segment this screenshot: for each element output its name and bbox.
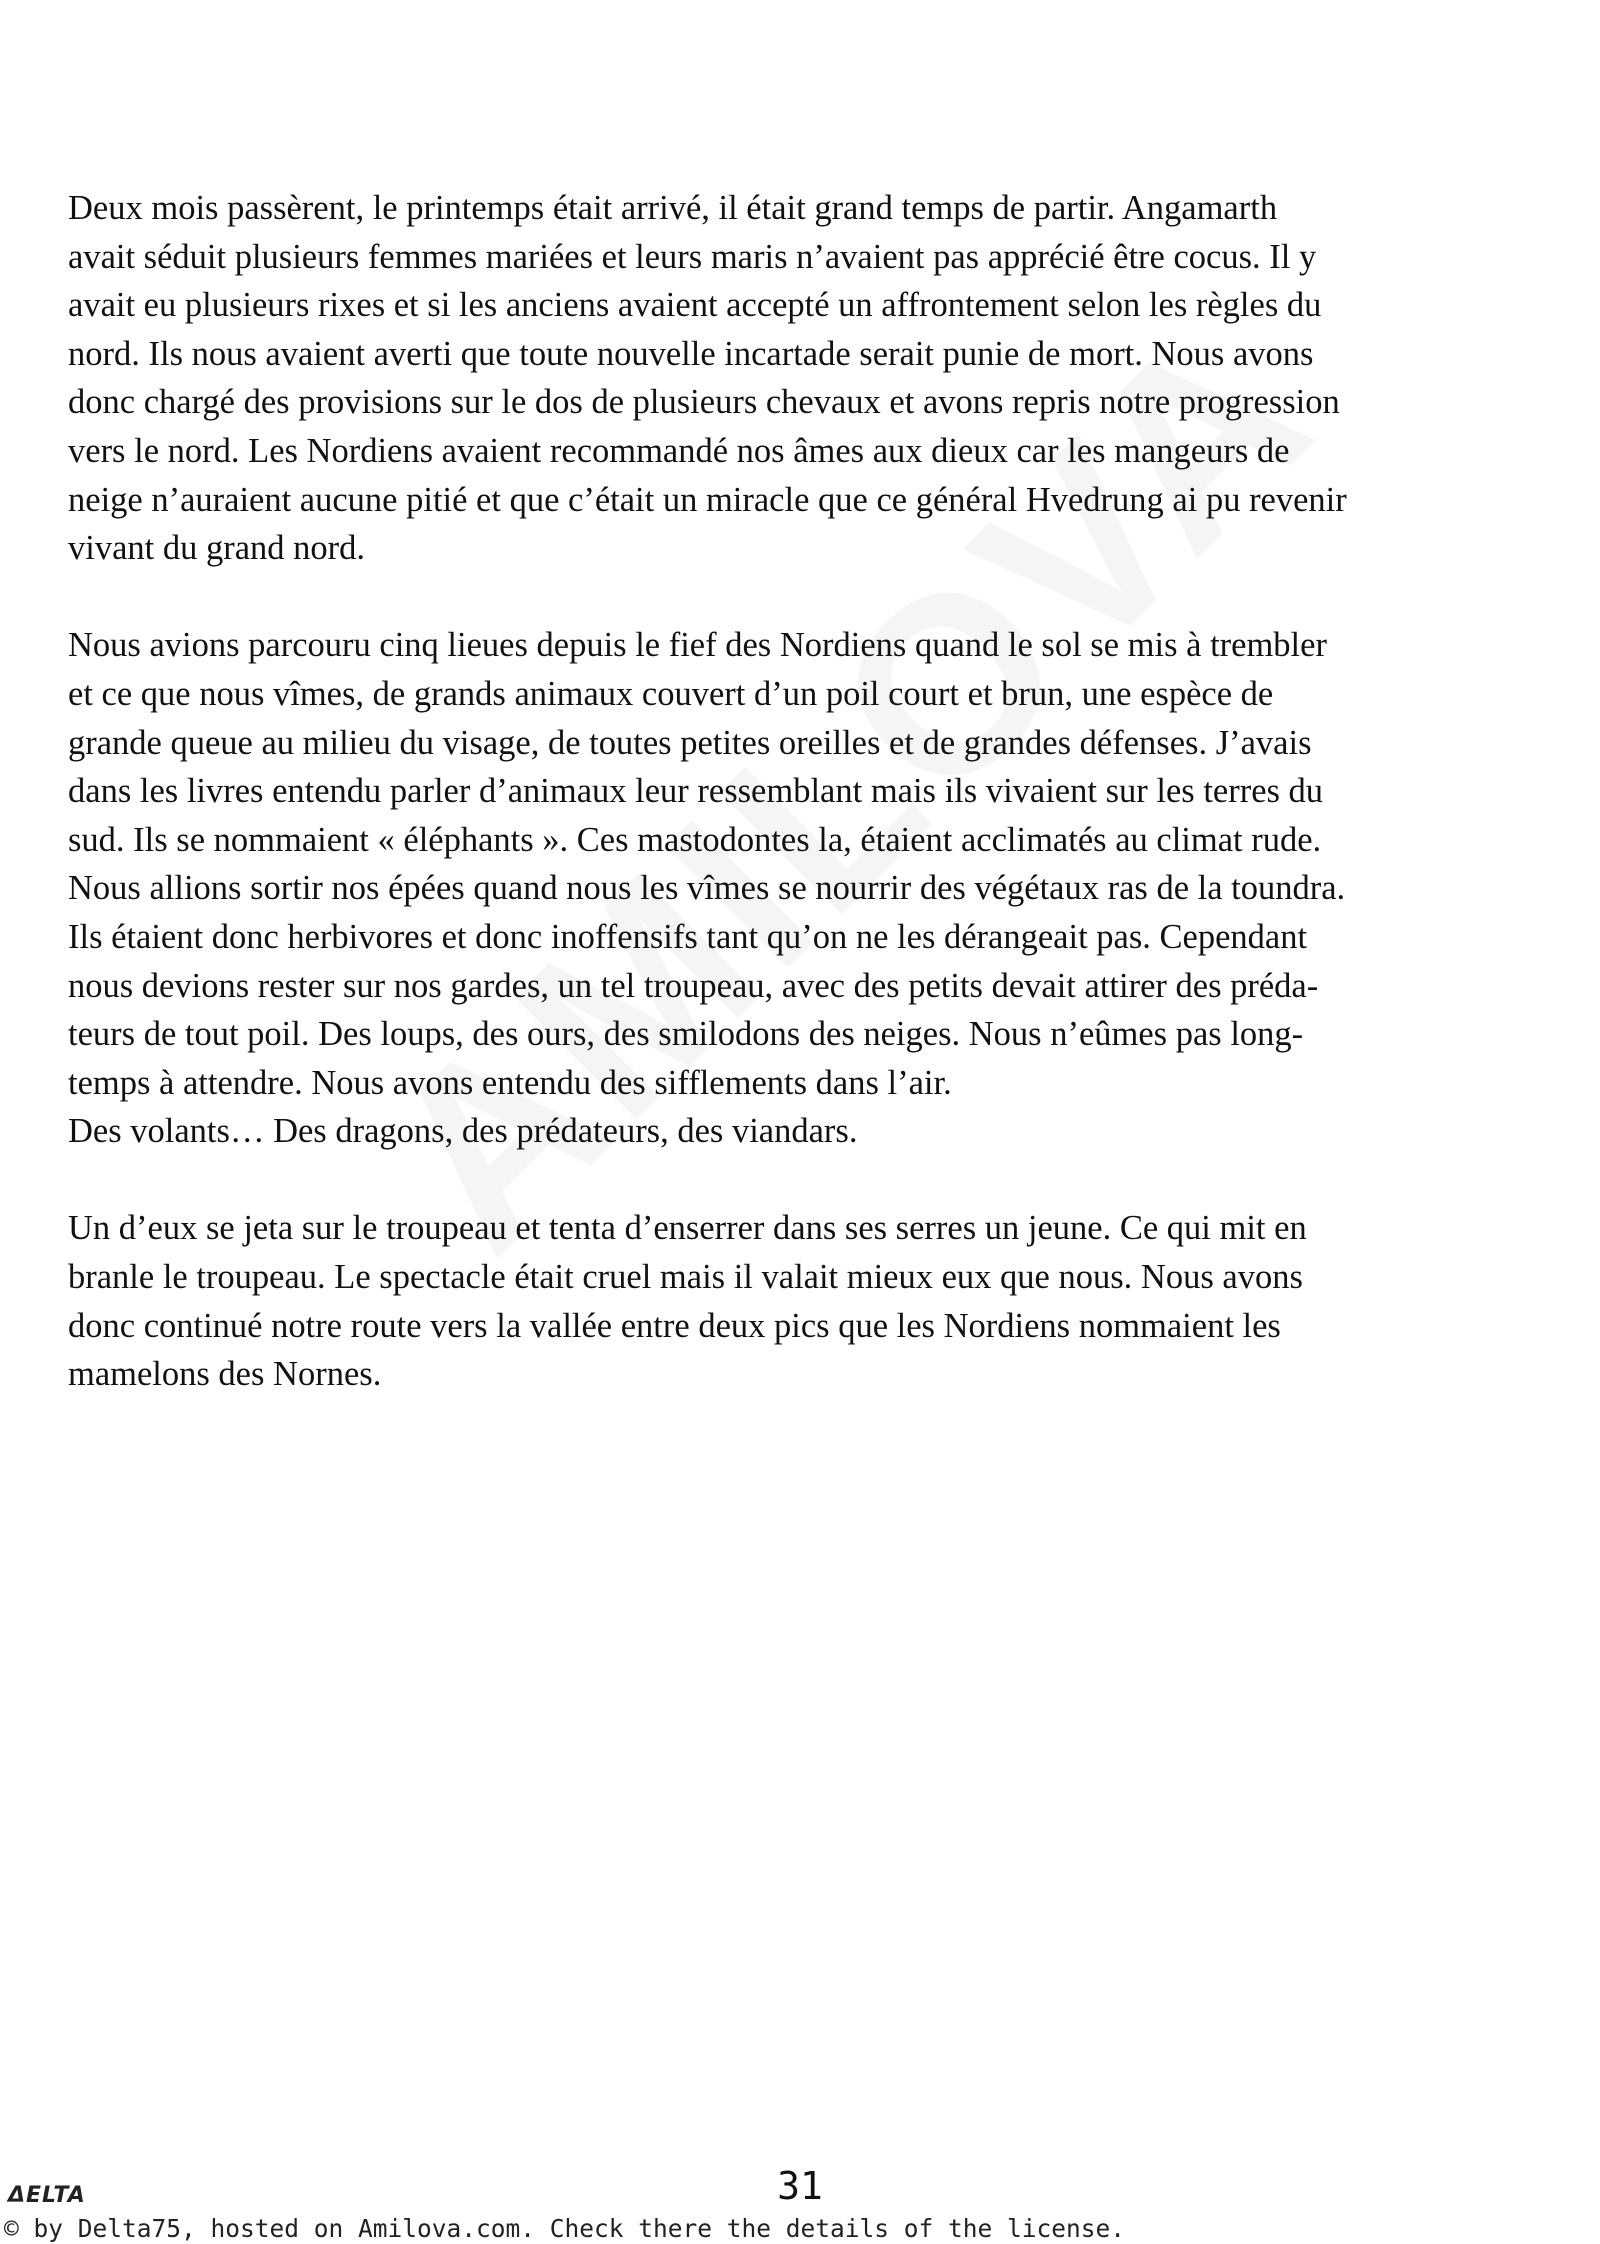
story-text bbox=[68, 184, 1588, 1447]
paragraph-3: Un d’eux se jeta sur le troupeau et tenta d’enserrer dans ses serres un jeune. Ce qui mit en branle le troupeau. Le spectacle était cruel mais il valait mieux eux que nous. Nous avons donc continué notre route vers la vallée entre deux pics que les Nordiens nommaient les mamelons des Nornes. bbox=[68, 1209, 1307, 1394]
copyright-notice: © by Delta75, hosted on Amilova.com. Check there the details of the license. bbox=[4, 2214, 1126, 2243]
delta-logo: ΔELTA bbox=[8, 2183, 86, 2208]
paragraph-2: Nous avions parcouru cinq lieues depuis le fief des Nordiens quand le sol se mis à trembler et ce que nous vîmes, de grands animaux couvert d’un poil court et brun, une espèce de grande queue au milieu du visage, de toutes petites oreilles et de grandes défenses. J’avais dans les livres entendu parler d’animaux leur ressemblant mais ils vivaient sur les terres du sud. Ils se nommaient « éléphants ». Ces mastodontes la, étaient acclimatés au climat rude. Nous allions sortir nos épées quand nous les vîmes se nourrir des végétaux ras de la toundra. Ils étaient donc herbivores et donc inoffensifs tant qu’on ne les dérangeait pas. Cependant nous devions rester sur nos gardes, un tel troupeau, avec des petits devait attirer des préda- teurs de tout poil. Des loups, des ours, des smilodons des neiges. Nous n’eûmes pas long- temps à attendre. Nous avons entendu des sifflements dans l’air. Des volants… Des dragons, des prédateurs, des viandars. bbox=[68, 626, 1346, 1151]
page-number: 31 bbox=[777, 2164, 823, 2208]
paragraph-1: Deux mois passèrent, le printemps était arrivé, il était grand temps de partir. Angamarth avait séduit plusieurs femmes mariées et leurs maris n’avaient pas apprécié être cocus. Il y avait eu plusieurs rixes et si les anciens avaient accepté un affrontement selon les règles du nord. Ils nous avaient averti que toute nouvelle incartade serait punie de mort. Nous avons donc chargé des provisions sur le dos de plusieurs chevaux et avons repris notre progression vers le nord. Les Nordiens avaient recommandé nos âmes aux dieux car les mangeurs de neige n’auraient aucune pitié et que c’était un miracle que ce général Hvedrung ai pu revenir vivant du grand nord. bbox=[68, 189, 1347, 568]
